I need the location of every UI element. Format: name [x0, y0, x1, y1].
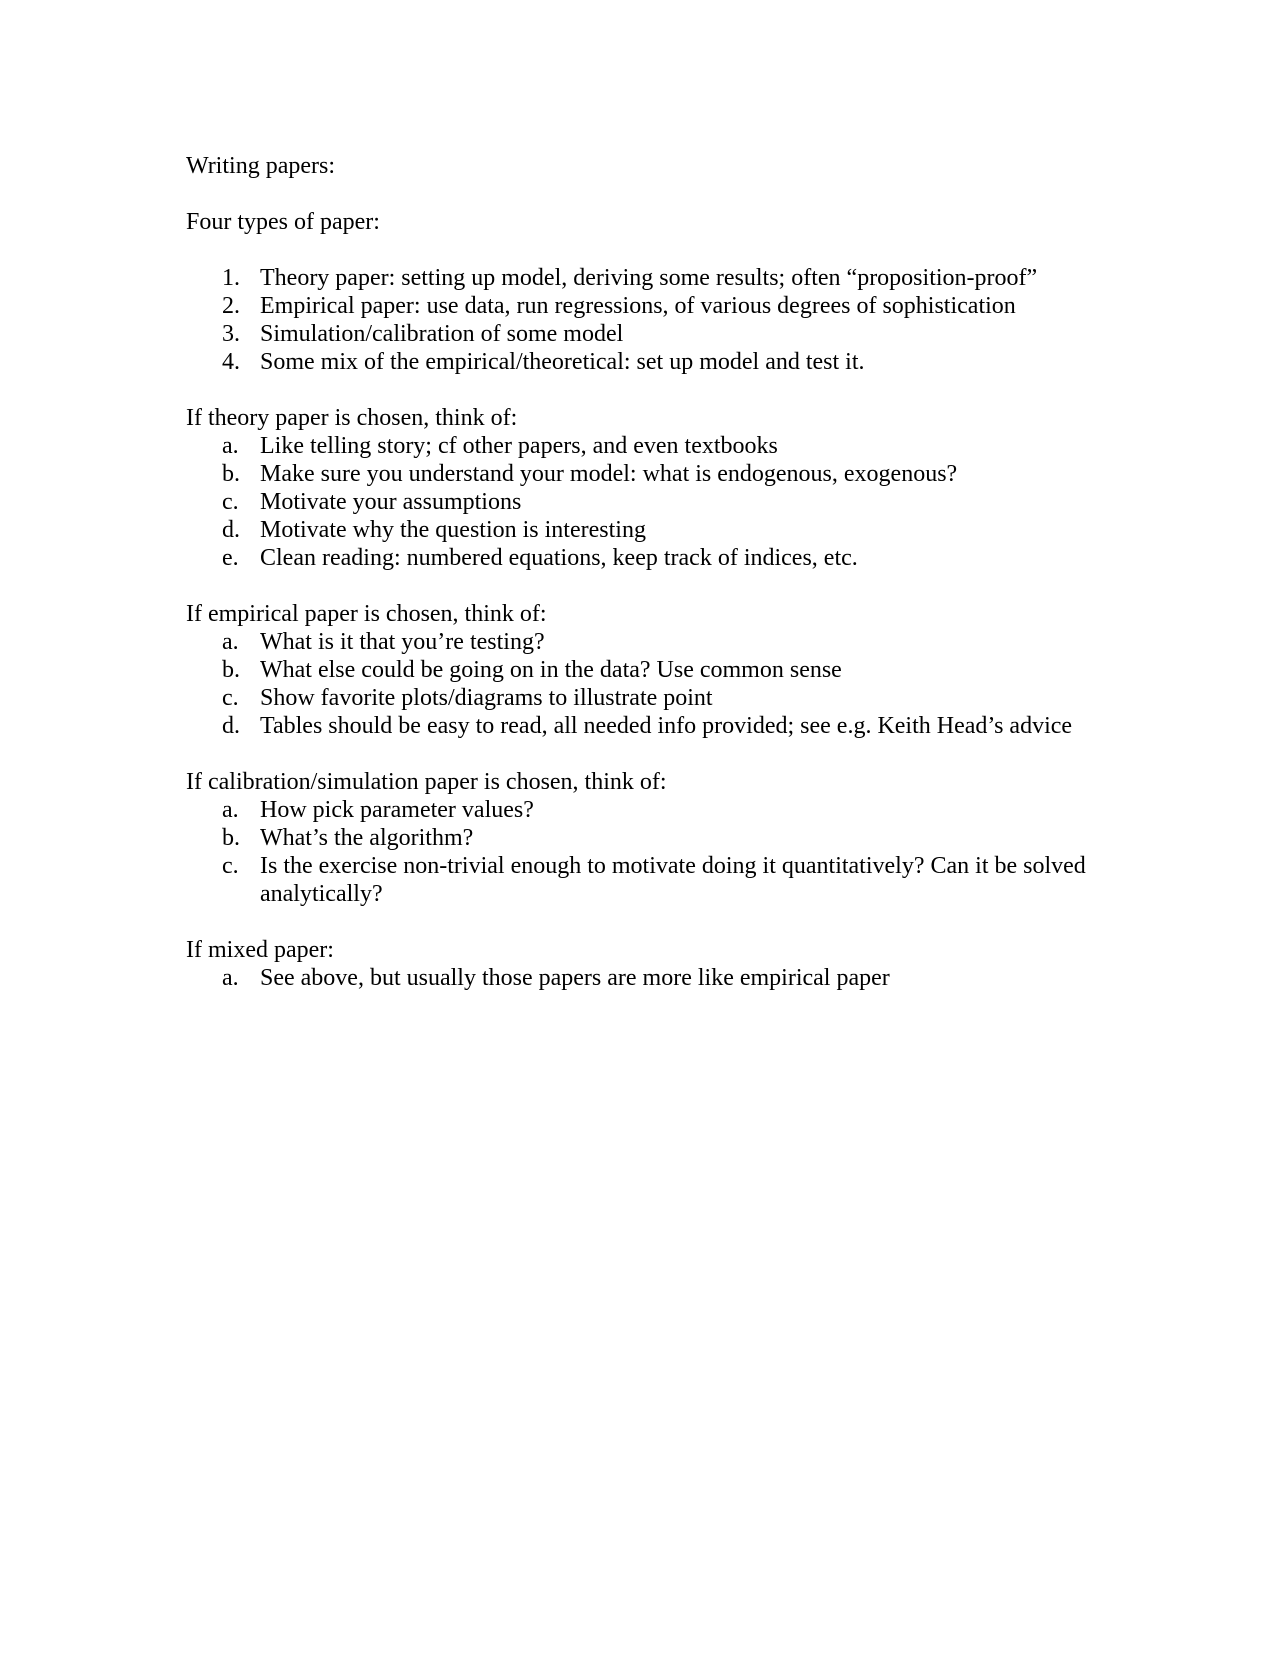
section-heading: If theory paper is chosen, think of:	[186, 405, 518, 431]
list-marker: b.	[222, 825, 240, 851]
list-item-text: Simulation/calibration of some model	[260, 321, 624, 347]
mixed-list	[186, 964, 1086, 992]
list-marker: b.	[222, 461, 240, 487]
list-item	[186, 516, 1086, 544]
list-item-text: Motivate your assumptions	[260, 489, 522, 515]
list-item-text: See above, but usually those papers are more like empirical paper	[260, 965, 890, 991]
list-marker: a.	[222, 433, 239, 459]
list-marker: c.	[222, 489, 239, 515]
paper-types-list	[186, 264, 1086, 376]
calibration-section	[186, 768, 1086, 908]
mixed-section	[186, 936, 1086, 992]
list-item-text: Clean reading: numbered equations, keep track of indices, etc.	[260, 545, 858, 571]
theory-list	[186, 432, 1086, 572]
section-heading: If mixed paper:	[186, 937, 334, 963]
list-item	[186, 264, 1086, 292]
list-item	[186, 656, 1086, 684]
list-marker: 3.	[222, 321, 240, 347]
list-item	[186, 852, 1086, 908]
intro-text: Four types of paper:	[186, 209, 380, 235]
list-item-text: What’s the algorithm?	[260, 825, 474, 851]
list-marker: 1.	[222, 265, 240, 291]
empirical-list	[186, 628, 1086, 740]
list-marker: b.	[222, 657, 240, 683]
list-marker: c.	[222, 685, 239, 711]
list-marker: d.	[222, 713, 240, 739]
list-item-text: How pick parameter values?	[260, 797, 534, 823]
list-item	[186, 348, 1086, 376]
list-item	[186, 432, 1086, 460]
list-item-text: Like telling story; cf other papers, and even textbooks	[260, 433, 778, 459]
list-item-text: Motivate why the question is interesting	[260, 517, 646, 543]
list-item	[186, 796, 1086, 824]
list-marker: a.	[222, 797, 239, 823]
list-item-text: Show favorite plots/diagrams to illustrate point	[260, 685, 713, 711]
list-marker: a.	[222, 965, 239, 991]
list-marker: 2.	[222, 293, 240, 319]
list-item-text: Tables should be easy to read, all needed info provided; see e.g. Keith Head’s advice	[260, 713, 1073, 739]
theory-section	[186, 404, 1086, 572]
list-item	[186, 292, 1086, 320]
list-item-text: What else could be going on in the data? Use common sense	[260, 657, 842, 683]
document-body	[186, 152, 1086, 1020]
list-item	[186, 320, 1086, 348]
list-item	[186, 628, 1086, 656]
list-item-text: Empirical paper: use data, run regressions, of various degrees of sophistication	[260, 293, 1016, 319]
empirical-section	[186, 600, 1086, 740]
list-item-text: What is it that you’re testing?	[260, 629, 545, 655]
list-item	[186, 964, 1086, 992]
list-item-text: Is the exercise non-trivial enough to motivate doing it quantitatively? Can it be solved analytically?	[260, 853, 1086, 907]
list-marker: d.	[222, 517, 240, 543]
list-item-text: Theory paper: setting up model, deriving some results; often “proposition-proof”	[260, 265, 1038, 291]
list-item	[186, 684, 1086, 712]
list-marker: a.	[222, 629, 239, 655]
section-heading: If calibration/simulation paper is chosen, think of:	[186, 769, 667, 795]
document-title: Writing papers:	[186, 153, 335, 179]
list-marker: 4.	[222, 349, 240, 375]
list-marker: c.	[222, 853, 239, 879]
list-item-text: Make sure you understand your model: what is endogenous, exogenous?	[260, 461, 958, 487]
list-item-text: Some mix of the empirical/theoretical: set up model and test it.	[260, 349, 865, 375]
calibration-list	[186, 796, 1086, 908]
section-heading: If empirical paper is chosen, think of:	[186, 601, 547, 627]
list-item	[186, 460, 1086, 488]
list-item	[186, 488, 1086, 516]
list-item	[186, 824, 1086, 852]
list-marker: e.	[222, 545, 239, 571]
list-item	[186, 544, 1086, 572]
list-item	[186, 712, 1086, 740]
